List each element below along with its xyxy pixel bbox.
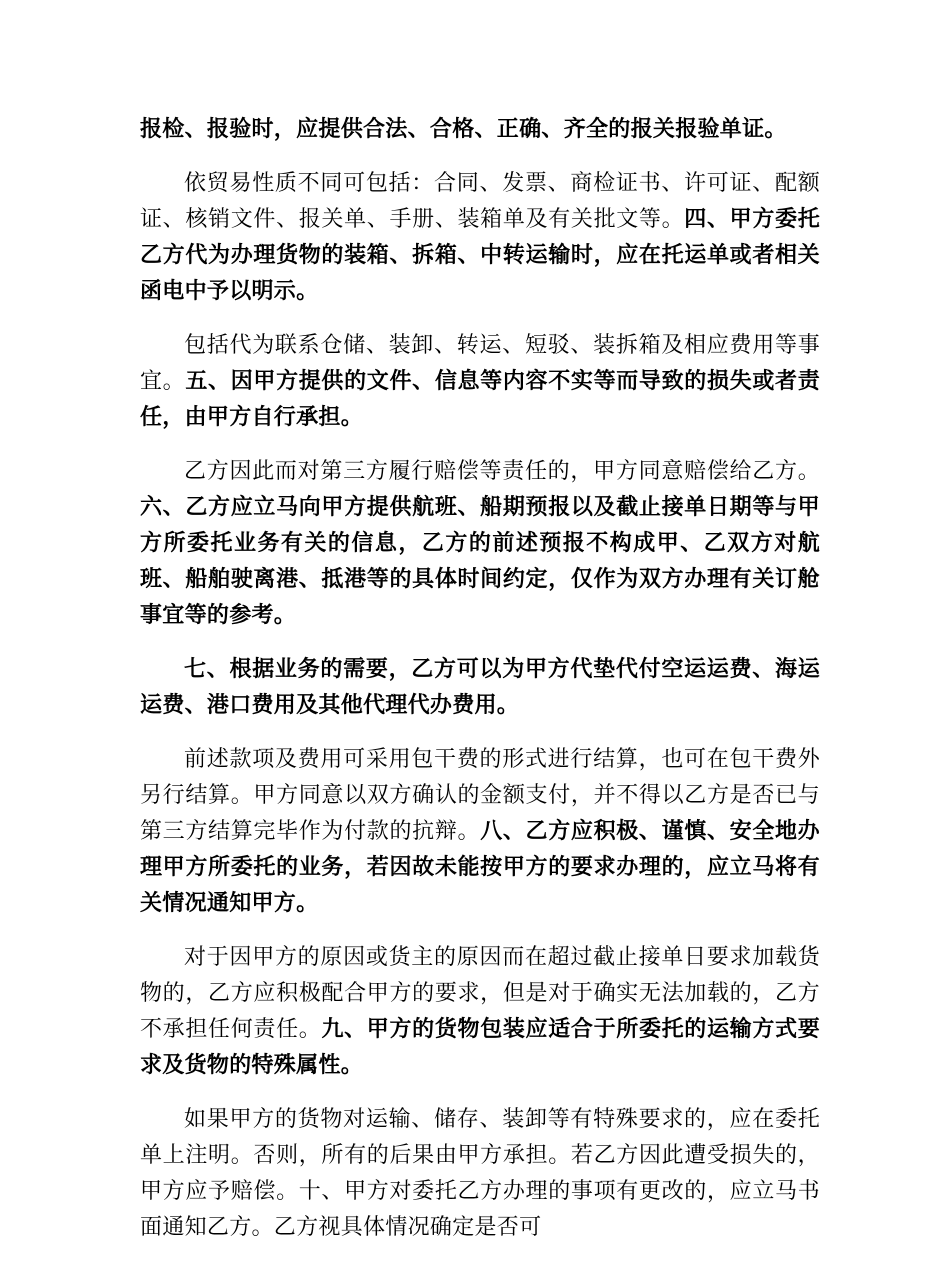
paragraph-4 bbox=[140, 454, 820, 634]
paragraph-3 bbox=[140, 328, 820, 436]
paragraph-8-text: 如果甲方的货物对运输、储存、装卸等有特殊要求的，应在委托单上注明。否则，所有的后果由甲方承担。若乙方因此遭受损失的，甲方应予赔偿。十、甲方对委托乙方办理的事项有更改的，应立马书面通知乙方。乙方视具体情况确定是否可 bbox=[140, 1107, 820, 1240]
paragraph-1 bbox=[140, 112, 820, 148]
document-body bbox=[140, 112, 820, 1264]
paragraph-7-bold: 九、甲方的货物包装应适合于所委托的运输方式要求及货物的特殊属性。 bbox=[140, 1017, 820, 1078]
paragraph-5 bbox=[140, 652, 820, 724]
paragraph-4-text: 乙方因此而对第三方履行赔偿等责任的，甲方同意赔偿给乙方。 bbox=[184, 459, 820, 484]
paragraph-4-bold: 六、乙方应立马向甲方提供航班、船期预报以及截止接单日期等与甲方所委托业务有关的信息，乙方的前述预报不构成甲、乙双方对航班、船舶驶离港、抵港等的具体时间约定，仅作为双方办理有关订舱事宜等的参考。 bbox=[140, 495, 820, 628]
paragraph-6-text: 前述款项及费用可采用包干费的形式进行结算，也可在包干费外另行结算。甲方同意以双方确认的金额支付，并不得以乙方是否已与第三方结算完毕作为付款的抗辩。 bbox=[140, 747, 820, 844]
paragraph-7 bbox=[140, 940, 820, 1084]
paragraph-2-text: 依贸易性质不同可包括：合同、发票、商检证书、许可证、配额证、核销文件、报关单、手册、装箱单及有关批文等。 bbox=[140, 171, 820, 232]
paragraph-3-text: 包括代为联系仓储、装卸、转运、短驳、装拆箱及相应费用等事宜。 bbox=[140, 333, 820, 394]
paragraph-1-bold: 报检、报验时，应提供合法、合格、正确、齐全的报关报验单证。 bbox=[140, 117, 787, 142]
paragraph-2 bbox=[140, 166, 820, 310]
paragraph-6-bold: 八、乙方应积极、谨慎、安全地办理甲方所委托的业务，若因故未能按甲方的要求办理的，应立马将有关情况通知甲方。 bbox=[140, 819, 820, 916]
paragraph-8 bbox=[140, 1102, 820, 1246]
paragraph-6 bbox=[140, 742, 820, 922]
paragraph-7-text: 对于因甲方的原因或货主的原因而在超过截止接单日要求加载货物的，乙方应积极配合甲方的要求，但是对于确实无法加载的，乙方不承担任何责任。 bbox=[140, 945, 820, 1042]
paragraph-3-bold: 五、因甲方提供的文件、信息等内容不实等而导致的损失或者责任，由甲方自行承担。 bbox=[140, 369, 820, 430]
paragraph-5-bold: 七、根据业务的需要，乙方可以为甲方代垫代付空运运费、海运运费、港口费用及其他代理代办费用。 bbox=[140, 657, 820, 718]
paragraph-2-bold: 四、甲方委托乙方代为办理货物的装箱、拆箱、中转运输时，应在托运单或者相关函电中予以明示。 bbox=[140, 207, 820, 304]
